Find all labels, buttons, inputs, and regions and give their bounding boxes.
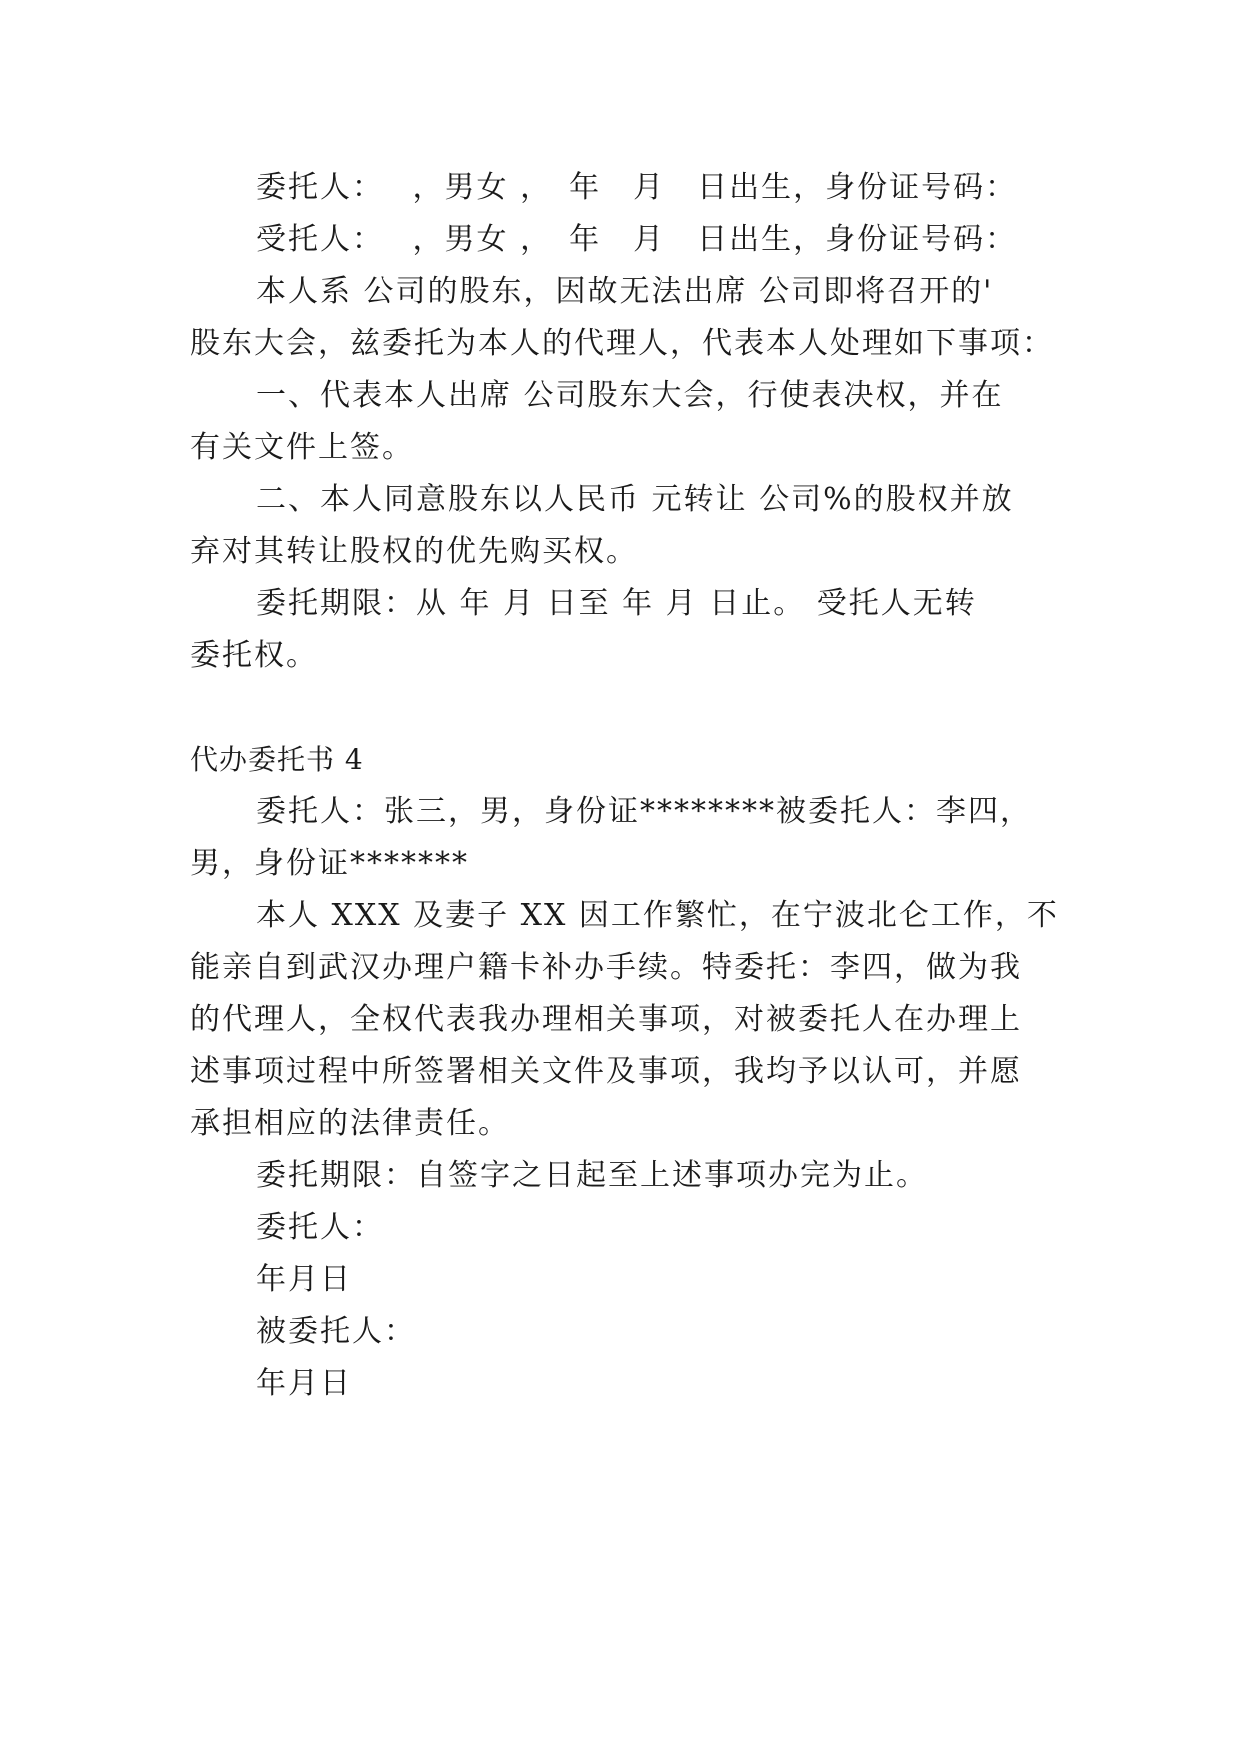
agent-signature-label: 被委托人： bbox=[256, 1314, 416, 1349]
paragraph-line: 有关文件上签。 bbox=[190, 430, 414, 465]
paragraph-line: 本人 XXX 及妻子 XX 因工作繁忙，在宁波北仑工作，不 bbox=[256, 898, 1059, 933]
term-line: 委托权。 bbox=[190, 638, 318, 673]
parties-line: 男，身份证******* bbox=[190, 846, 469, 881]
paragraph-line: 本人系 公司的股东，因故无法出席 公司即将召开的' bbox=[256, 274, 994, 309]
paragraph-line: 述事项过程中所签署相关文件及事项，我均予以认可，并愿 bbox=[190, 1054, 1022, 1089]
term-line: 委托期限：从 年 月 日至 年 月 日止。 受托人无转 bbox=[256, 586, 977, 621]
paragraph-line: 股东大会，兹委托为本人的代理人，代表本人处理如下事项： bbox=[190, 326, 1054, 361]
paragraph-line: 二、本人同意股东以人民币 元转让 公司%的股权并放 bbox=[256, 482, 1014, 517]
principal-date: 年月日 bbox=[256, 1262, 352, 1297]
agent-date: 年月日 bbox=[256, 1366, 352, 1401]
section-title: 代办委托书 4 bbox=[190, 743, 364, 776]
principal-line: 委托人： ，男女 ， 年 月 日出生，身份证号码： bbox=[256, 170, 1018, 205]
paragraph-line: 的代理人，全权代表我办理相关事项，对被委托人在办理上 bbox=[190, 1002, 1022, 1037]
paragraph-line: 一、代表本人出席 公司股东大会，行使表决权，并在 bbox=[256, 378, 1004, 413]
paragraph-line: 能亲自到武汉办理户籍卡补办手续。特委托：李四，做为我 bbox=[190, 950, 1022, 985]
principal-signature-label: 委托人： bbox=[256, 1210, 384, 1245]
term-line: 委托期限：自签字之日起至上述事项办完为止。 bbox=[256, 1158, 928, 1193]
paragraph-line: 弃对其转让股权的优先购买权。 bbox=[190, 534, 638, 569]
paragraph-line: 承担相应的法律责任。 bbox=[190, 1106, 510, 1141]
parties-line: 委托人：张三，男，身份证********被委托人：李四， bbox=[256, 794, 1032, 829]
agent-line: 受托人： ，男女 ， 年 月 日出生，身份证号码： bbox=[256, 222, 1018, 257]
